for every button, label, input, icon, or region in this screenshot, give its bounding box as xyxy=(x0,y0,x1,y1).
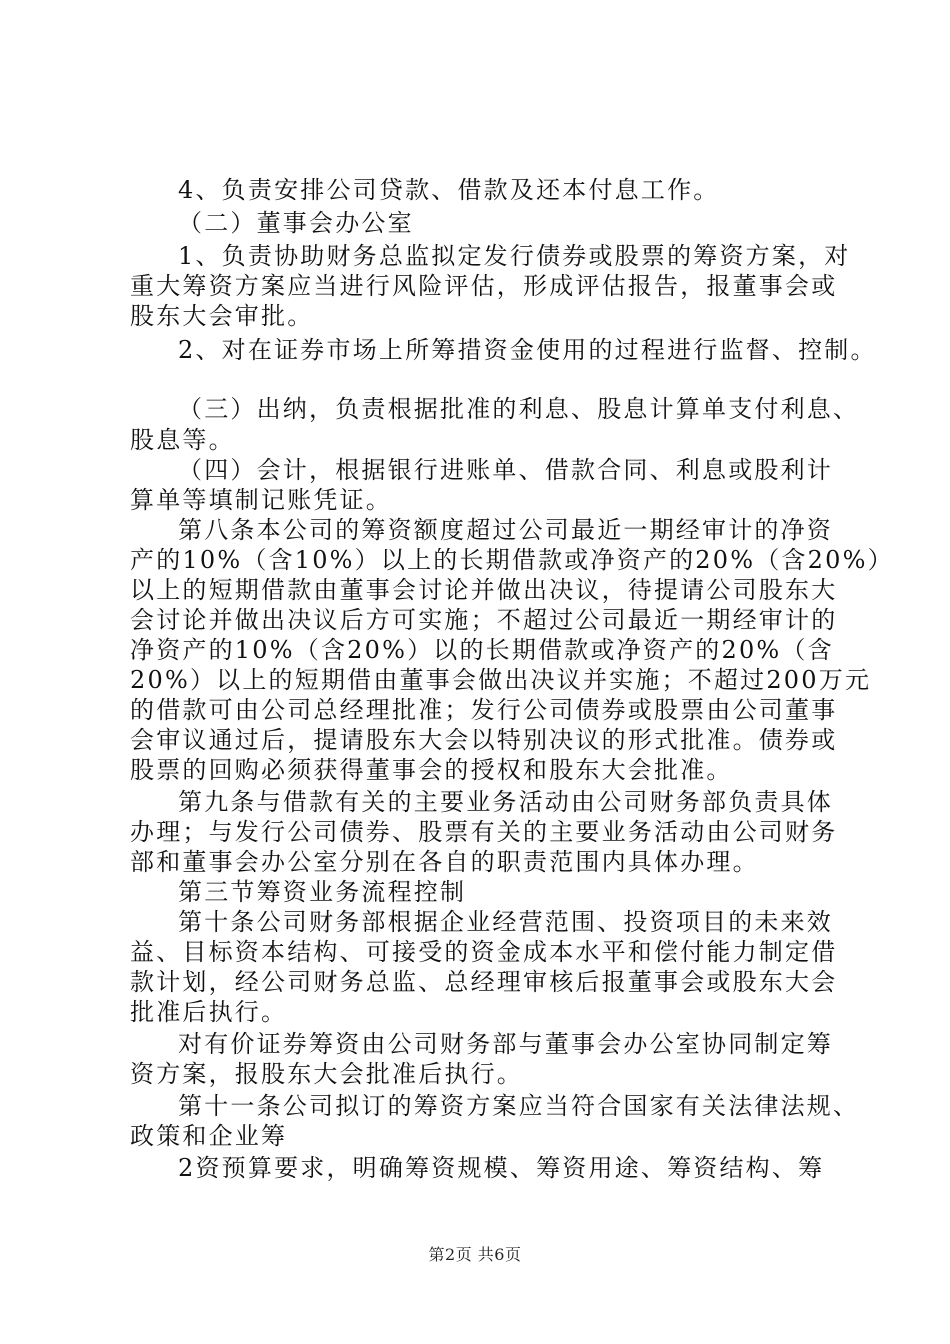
paragraph-line: 第十条公司财务部根据企业经营范围、投资项目的未来效 xyxy=(178,908,833,936)
paragraph-line: 会审议通过后，提请股东大会以特别决议的形式批准。债券或 xyxy=(130,726,838,754)
paragraph-line: 对有价证券筹资由公司财务部与董事会办公室协同制定筹 xyxy=(178,1030,833,1058)
paragraph-line: 算单等填制记账凭证。 xyxy=(130,486,392,514)
paragraph-line: 批准后执行。 xyxy=(130,998,288,1026)
paragraph-line: （四）会计，根据银行进账单、借款合同、利息或股利计 xyxy=(178,456,833,484)
paragraph-line: 第十一条公司拟订的筹资方案应当符合国家有关法律法规、 xyxy=(178,1092,860,1120)
section-heading: （二）董事会办公室 xyxy=(178,209,414,237)
paragraph-line: 会讨论并做出决议后方可实施；不超过公司最近一期经审计的 xyxy=(130,606,838,634)
paragraph-line: 第八条本公司的筹资额度超过公司最近一期经审计的净资 xyxy=(178,516,833,544)
paragraph-line: 第九条与借款有关的主要业务活动由公司财务部负责具体 xyxy=(178,788,833,816)
paragraph-line: 部和董事会办公室分别在各自的职责范围内具体办理。 xyxy=(130,848,759,876)
paragraph-line: 以上的短期借款由董事会讨论并做出决议，待提请公司股东大 xyxy=(130,576,838,604)
paragraph-line: 净资产的10%（含20%）以的长期借款或净资产的20%（含 xyxy=(130,636,834,664)
paragraph-line: 的借款可由公司总经理批准；发行公司债券或股票由公司董事 xyxy=(130,696,838,724)
paragraph-line: 政策和企业筹 xyxy=(130,1122,288,1150)
paragraph-line: 产的10%（含10%）以上的长期借款或净资产的20%（含20%） xyxy=(130,546,894,574)
paragraph-line: 股东大会审批。 xyxy=(130,302,314,330)
paragraph-line: 2资预算要求，明确筹资规模、筹资用途、筹资结构、筹 xyxy=(178,1154,825,1182)
page-number-footer: 第2页 共6页 xyxy=(428,1245,522,1264)
paragraph-line: 20%）以上的短期借由董事会做出决议并实施；不超过200万元 xyxy=(130,666,872,694)
paragraph-line: 益、目标资本结构、可接受的资金成本水平和偿付能力制定借 xyxy=(130,938,838,966)
paragraph-line: 股息等。 xyxy=(130,426,235,454)
paragraph-line: 重大筹资方案应当进行风险评估，形成评估报告，报董事会或 xyxy=(130,272,838,300)
paragraph-line: 股票的回购必须获得董事会的授权和股东大会批准。 xyxy=(130,756,733,784)
paragraph-line: 资方案，报股东大会批准后执行。 xyxy=(130,1060,523,1088)
paragraph-line: 2、对在证券市场上所筹措资金使用的过程进行监督、控制。 xyxy=(178,336,877,364)
paragraph-line: 办理；与发行公司债券、股票有关的主要业务活动由公司财务 xyxy=(130,818,838,846)
paragraph-line: 款计划，经公司财务总监、总经理审核后报董事会或股东大会 xyxy=(130,968,838,996)
section-heading: 第三节筹资业务流程控制 xyxy=(178,878,467,906)
paragraph-line: 1、负责协助财务总监拟定发行债券或股票的筹资方案，对 xyxy=(178,242,851,270)
paragraph-line: 4、负责安排公司贷款、借款及还本付息工作。 xyxy=(178,176,720,204)
paragraph-line: （三）出纳，负责根据批准的利息、股息计算单支付利息、 xyxy=(178,395,860,423)
